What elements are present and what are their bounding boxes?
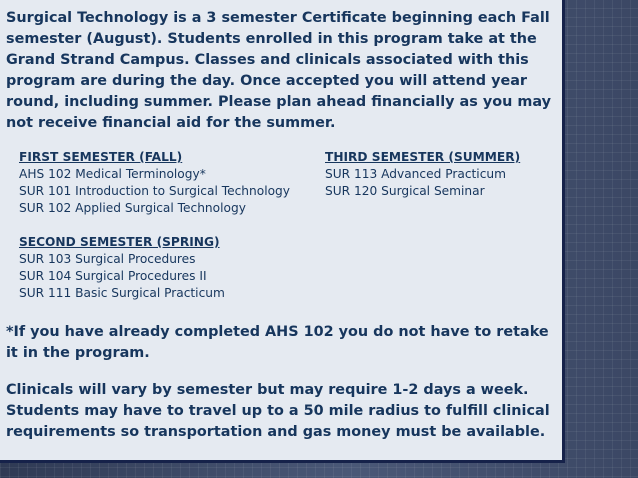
program-intro: Surgical Technology is a 3 semester Certificate beginning each Fall semester (August). Students enrolled in this program take at the Grand Strand Campus. Classes and clinicals associated with this program are during the day. Once accepted you will attend year round, including summer. Please plan ahead financially as you may not receive financial aid for the summer. [6, 10, 551, 131]
third-semester-block [325, 149, 520, 200]
course-item: SUR 103 Surgical Procedures [19, 252, 196, 266]
course-item: SUR 101 Introduction to Surgical Technology [19, 184, 290, 198]
third-semester-heading: THIRD SEMESTER (SUMMER) [325, 150, 521, 164]
course-item: SUR 104 Surgical Procedures II [19, 269, 207, 283]
clinicals-info: Clinicals will vary by semester but may require 1-2 days a week. Students may have to travel up to a 50 mile radius to fulfill clinical requirements so transportation and gas money must be available. [6, 382, 550, 440]
second-semester-heading: SECOND SEMESTER (SPRING) [19, 235, 220, 249]
second-semester-block [19, 234, 225, 302]
course-item: SUR 113 Advanced Practicum [325, 167, 506, 181]
first-semester-heading: FIRST SEMESTER (FALL) [19, 150, 183, 164]
course-item: SUR 102 Applied Surgical Technology [19, 201, 246, 215]
course-item: AHS 102 Medical Terminology* [19, 167, 206, 181]
first-semester-block [19, 149, 290, 217]
course-item: SUR 120 Surgical Seminar [325, 184, 485, 198]
course-item: SUR 111 Basic Surgical Practicum [19, 286, 225, 300]
ahs-note: *If you have already completed AHS 102 you do not have to retake it in the program. [6, 324, 549, 361]
